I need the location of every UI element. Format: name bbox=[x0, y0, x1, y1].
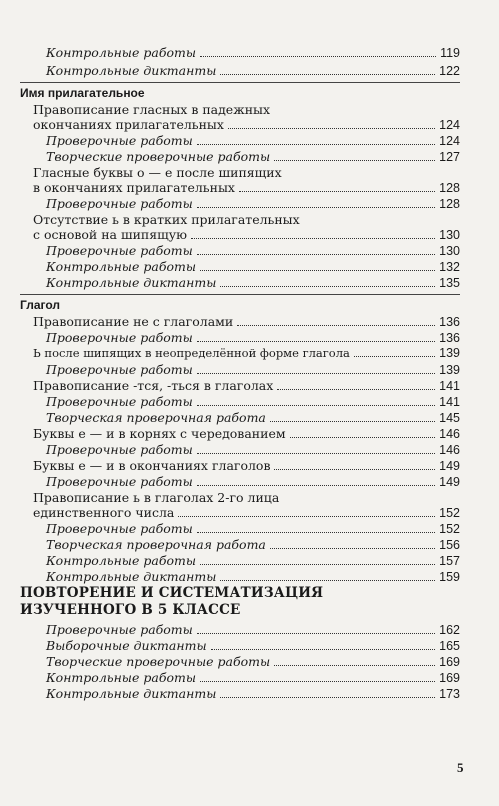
toc-entry bbox=[33, 314, 460, 330]
entry-title: Проверочные работы bbox=[46, 362, 193, 377]
entry-title: Контрольные работы bbox=[46, 45, 197, 60]
entry-title: Проверочные работы bbox=[46, 521, 193, 536]
toc-entry bbox=[46, 259, 460, 275]
dot-leader bbox=[237, 325, 435, 326]
entry-page: 127 bbox=[439, 150, 460, 164]
dot-leader bbox=[197, 453, 435, 454]
toc-entry bbox=[46, 686, 460, 702]
toc-entry bbox=[33, 117, 460, 133]
dot-leader bbox=[200, 564, 435, 565]
toc-entry bbox=[46, 442, 460, 458]
entry-title: Проверочные работы bbox=[46, 622, 193, 637]
dot-leader bbox=[200, 681, 435, 682]
entry-title-line: Правописание ь в глаголах 2-го лица bbox=[33, 490, 280, 505]
entry-page: 122 bbox=[439, 64, 460, 78]
dot-leader bbox=[274, 665, 435, 666]
dot-leader bbox=[228, 128, 435, 129]
entry-title: Выборочные диктанты bbox=[46, 638, 207, 653]
toc-entry bbox=[46, 394, 460, 410]
entry-title-line: Отсутствие ь в кратких прилагательных bbox=[33, 212, 300, 227]
dot-leader bbox=[239, 191, 435, 192]
entry-title: Проверочные работы bbox=[46, 474, 193, 489]
entry-title-line: Гласные буквы о — е после шипящих bbox=[33, 165, 282, 180]
entry-page: 119 bbox=[440, 46, 460, 60]
toc-entry bbox=[33, 227, 460, 243]
entry-page: 159 bbox=[439, 570, 460, 584]
entry-title: Правописание -тся, -ться в глаголах bbox=[33, 378, 274, 393]
toc-entry bbox=[46, 622, 460, 638]
entry-title: Творческая проверочная работа bbox=[46, 537, 266, 552]
toc-entry bbox=[33, 378, 460, 394]
entry-page: 152 bbox=[439, 522, 460, 536]
entry-page: 132 bbox=[439, 260, 460, 274]
toc-entry bbox=[46, 63, 460, 79]
dot-leader bbox=[290, 437, 436, 438]
dot-leader bbox=[197, 341, 435, 342]
entry-title-line: Правописание гласных в падежных bbox=[33, 102, 271, 117]
entry-title: Проверочные работы bbox=[46, 394, 193, 409]
entry-page: 141 bbox=[439, 379, 460, 393]
toc-entry bbox=[46, 133, 460, 149]
dot-leader bbox=[200, 56, 436, 57]
entry-title: единственного числа bbox=[33, 505, 175, 520]
toc-entry bbox=[33, 458, 460, 474]
entry-page: 139 bbox=[439, 363, 460, 377]
dot-leader bbox=[197, 405, 435, 406]
dot-leader bbox=[270, 548, 435, 549]
entry-page: 169 bbox=[439, 671, 460, 685]
entry-title: Проверочные работы bbox=[46, 442, 193, 457]
entry-title: Контрольные диктанты bbox=[46, 569, 217, 584]
entry-page: 130 bbox=[439, 228, 460, 242]
entry-title: окончаниях прилагательных bbox=[33, 117, 224, 132]
dot-leader bbox=[274, 160, 435, 161]
entry-title: в окончаниях прилагательных bbox=[33, 180, 235, 195]
dot-leader bbox=[354, 356, 435, 357]
entry-title: Правописание не с глаголами bbox=[33, 314, 234, 329]
entry-page: 136 bbox=[439, 315, 460, 329]
entry-page: 169 bbox=[439, 655, 460, 669]
entry-title: Проверочные работы bbox=[46, 330, 193, 345]
entry-page: 124 bbox=[439, 134, 460, 148]
dot-leader bbox=[270, 421, 435, 422]
dot-leader bbox=[274, 469, 435, 470]
dot-leader bbox=[220, 580, 435, 581]
dot-leader bbox=[197, 207, 435, 208]
entry-title: Контрольные диктанты bbox=[46, 686, 217, 701]
dot-leader bbox=[197, 144, 435, 145]
dot-leader bbox=[200, 270, 435, 271]
toc-entry bbox=[46, 149, 460, 165]
entry-page: 146 bbox=[439, 443, 460, 457]
dot-leader bbox=[277, 389, 435, 390]
toc-entry bbox=[33, 426, 460, 442]
entry-title: Творческие проверочные работы bbox=[46, 149, 271, 164]
section-heading-verb: Глагол bbox=[20, 298, 60, 312]
entry-page: 156 bbox=[439, 538, 460, 552]
toc-entry bbox=[46, 654, 460, 670]
dot-leader bbox=[220, 697, 435, 698]
toc-entry bbox=[46, 362, 460, 378]
dot-leader bbox=[197, 633, 435, 634]
entry-title: Контрольные работы bbox=[46, 259, 197, 274]
entry-page: 135 bbox=[439, 276, 460, 290]
entry-title: Буквы е — и в окончаниях глаголов bbox=[33, 458, 271, 473]
toc-entry bbox=[33, 505, 460, 521]
entry-page: 124 bbox=[439, 118, 460, 132]
section-heading-review: ИЗУЧЕННОГО В 5 КЛАССЕ bbox=[20, 602, 241, 618]
entry-title: Творческая проверочная работа bbox=[46, 410, 266, 425]
entry-page: 149 bbox=[439, 459, 460, 473]
entry-title: Буквы е — и в корнях с чередованием bbox=[33, 426, 286, 441]
entry-page: 165 bbox=[439, 639, 460, 653]
page-number: 5 bbox=[457, 760, 464, 775]
toc-entry bbox=[46, 537, 460, 553]
toc-entry bbox=[46, 275, 460, 291]
toc-entry bbox=[33, 180, 460, 196]
toc-entry bbox=[46, 196, 460, 212]
section-divider bbox=[20, 294, 460, 295]
toc-entry bbox=[33, 346, 460, 361]
entry-page: 173 bbox=[439, 687, 460, 701]
entry-page: 152 bbox=[439, 506, 460, 520]
entry-page: 136 bbox=[439, 331, 460, 345]
entry-page: 146 bbox=[439, 427, 460, 441]
entry-title: Проверочные работы bbox=[46, 243, 193, 258]
toc-entry bbox=[46, 45, 460, 61]
entry-title: Контрольные работы bbox=[46, 670, 197, 685]
section-heading-review: ПОВТОРЕНИЕ И СИСТЕМАТИЗАЦИЯ bbox=[20, 585, 324, 601]
toc-entry bbox=[46, 243, 460, 259]
toc-entry bbox=[46, 670, 460, 686]
entry-page: 157 bbox=[439, 554, 460, 568]
entry-title: Проверочные работы bbox=[46, 133, 193, 148]
toc-entry bbox=[46, 569, 460, 585]
entry-title: Творческие проверочные работы bbox=[46, 654, 271, 669]
section-heading-adjective: Имя прилагательное bbox=[20, 86, 145, 100]
entry-title: Контрольные работы bbox=[46, 553, 197, 568]
section-divider bbox=[20, 82, 460, 83]
entry-page: 139 bbox=[439, 346, 460, 360]
toc-entry bbox=[46, 330, 460, 346]
dot-leader bbox=[191, 238, 435, 239]
toc-entry bbox=[46, 474, 460, 490]
dot-leader bbox=[178, 516, 435, 517]
dot-leader bbox=[197, 532, 435, 533]
entry-page: 141 bbox=[439, 395, 460, 409]
entry-page: 130 bbox=[439, 244, 460, 258]
entry-page: 149 bbox=[439, 475, 460, 489]
entry-page: 128 bbox=[439, 181, 460, 195]
entry-title: Ь после шипящих в неопределённой форме глагола bbox=[33, 346, 350, 360]
entry-title: Контрольные диктанты bbox=[46, 63, 217, 78]
entry-title: с основой на шипящую bbox=[33, 227, 188, 242]
entry-page: 145 bbox=[439, 411, 460, 425]
dot-leader bbox=[197, 254, 435, 255]
dot-leader bbox=[197, 485, 435, 486]
dot-leader bbox=[220, 286, 435, 287]
entry-title: Проверочные работы bbox=[46, 196, 193, 211]
toc-entry bbox=[46, 553, 460, 569]
toc-entry bbox=[46, 638, 460, 654]
toc-entry bbox=[46, 521, 460, 537]
entry-title: Контрольные диктанты bbox=[46, 275, 217, 290]
entry-page: 162 bbox=[439, 623, 460, 637]
dot-leader bbox=[211, 649, 436, 650]
entry-page: 128 bbox=[439, 197, 460, 211]
dot-leader bbox=[220, 74, 435, 75]
dot-leader bbox=[197, 373, 435, 374]
toc-entry bbox=[46, 410, 460, 426]
